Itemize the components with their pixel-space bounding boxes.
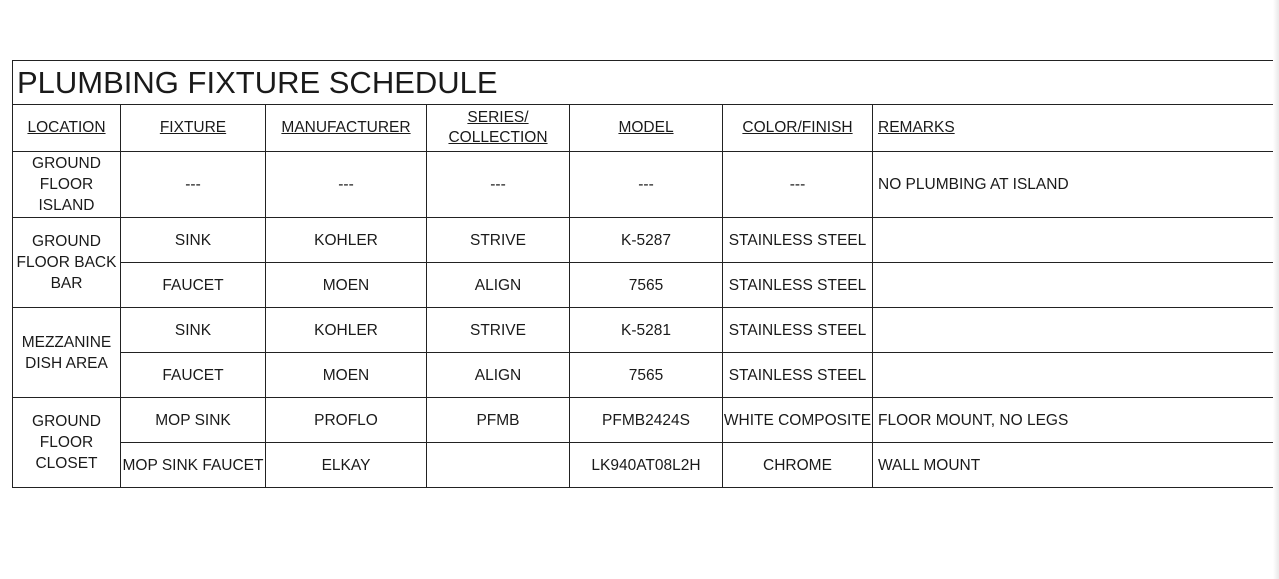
remarks-cell <box>873 353 1274 398</box>
color-finish-cell: STAINLESS STEEL <box>723 263 873 308</box>
location-line: GROUND <box>32 413 101 430</box>
fixture-cell: FAUCET <box>121 263 266 308</box>
series-cell: STRIVE <box>427 308 570 353</box>
header-series-collection <box>427 105 570 152</box>
remarks-cell: WALL MOUNT <box>873 443 1274 488</box>
header-color-finish: COLOR/FINISH <box>723 105 873 152</box>
header-location: LOCATION <box>13 105 121 152</box>
color-finish-cell: CHROME <box>723 443 873 488</box>
color-finish-cell: STAINLESS STEEL <box>723 218 873 263</box>
manufacturer-cell: MOEN <box>266 353 427 398</box>
fixture-cell: FAUCET <box>121 353 266 398</box>
manufacturer-cell: ELKAY <box>266 443 427 488</box>
model-cell: --- <box>570 152 723 218</box>
remarks-cell <box>873 218 1274 263</box>
model-cell: PFMB2424S <box>570 398 723 443</box>
location-cell <box>13 308 121 398</box>
page-edge-shadow <box>1273 0 1279 579</box>
model-cell: 7565 <box>570 353 723 398</box>
location-line: MEZZANINE <box>21 333 112 351</box>
series-cell: PFMB <box>427 398 570 443</box>
header-series-line1: SERIES/ <box>467 109 529 126</box>
color-finish-cell: STAINLESS STEEL <box>723 308 873 353</box>
color-finish-cell: --- <box>723 152 873 218</box>
table-row <box>13 308 1274 353</box>
series-cell: ALIGN <box>427 353 570 398</box>
color-finish-cell: STAINLESS STEEL <box>723 353 873 398</box>
location-line: GROUND <box>32 155 101 172</box>
location-cell <box>13 152 121 218</box>
series-cell: STRIVE <box>427 218 570 263</box>
model-cell: 7565 <box>570 263 723 308</box>
manufacturer-cell: PROFLO <box>266 398 427 443</box>
table-row <box>13 152 1274 218</box>
table-row <box>13 398 1274 443</box>
remarks-cell: FLOOR MOUNT, NO LEGS <box>873 398 1274 443</box>
fixture-cell: SINK <box>121 308 266 353</box>
remarks-cell: NO PLUMBING AT ISLAND <box>873 152 1274 218</box>
series-cell <box>427 443 570 488</box>
location-cell <box>13 398 121 488</box>
header-series-line2: COLLECTION <box>448 129 548 146</box>
model-cell: K-5287 <box>570 218 723 263</box>
model-cell: LK940AT08L2H <box>570 443 723 488</box>
location-line: CLOSET <box>35 455 98 472</box>
manufacturer-cell: --- <box>266 152 427 218</box>
manufacturer-cell: KOHLER <box>266 218 427 263</box>
table-row <box>13 218 1274 263</box>
location-line: BAR <box>50 275 83 292</box>
header-fixture: FIXTURE <box>121 105 266 152</box>
schedule-title: PLUMBING FIXTURE SCHEDULE <box>13 61 1274 105</box>
location-line: DISH AREA <box>25 354 108 372</box>
table-row <box>13 263 1274 308</box>
fixture-cell: MOP SINK <box>121 398 266 443</box>
table-row <box>13 353 1274 398</box>
series-cell: ALIGN <box>427 263 570 308</box>
header-model: MODEL <box>570 105 723 152</box>
remarks-cell <box>873 308 1274 353</box>
fixture-cell: SINK <box>121 218 266 263</box>
header-row <box>13 105 1274 152</box>
location-line: GROUND <box>32 233 101 250</box>
series-cell: --- <box>427 152 570 218</box>
color-finish-cell: WHITE COMPOSITE <box>723 398 873 443</box>
location-line: FLOOR BACK <box>16 254 117 271</box>
table-row <box>13 443 1274 488</box>
manufacturer-cell: KOHLER <box>266 308 427 353</box>
header-remarks: REMARKS <box>873 105 1274 152</box>
remarks-cell <box>873 263 1274 308</box>
plumbing-fixture-schedule-table <box>12 60 1274 488</box>
fixture-cell: --- <box>121 152 266 218</box>
model-cell: K-5281 <box>570 308 723 353</box>
location-line: FLOOR <box>39 176 94 193</box>
header-manufacturer: MANUFACTURER <box>266 105 427 152</box>
location-cell <box>13 218 121 308</box>
manufacturer-cell: MOEN <box>266 263 427 308</box>
location-line: ISLAND <box>38 197 95 214</box>
fixture-cell: MOP SINK FAUCET <box>121 443 266 488</box>
location-line: FLOOR <box>39 434 94 451</box>
